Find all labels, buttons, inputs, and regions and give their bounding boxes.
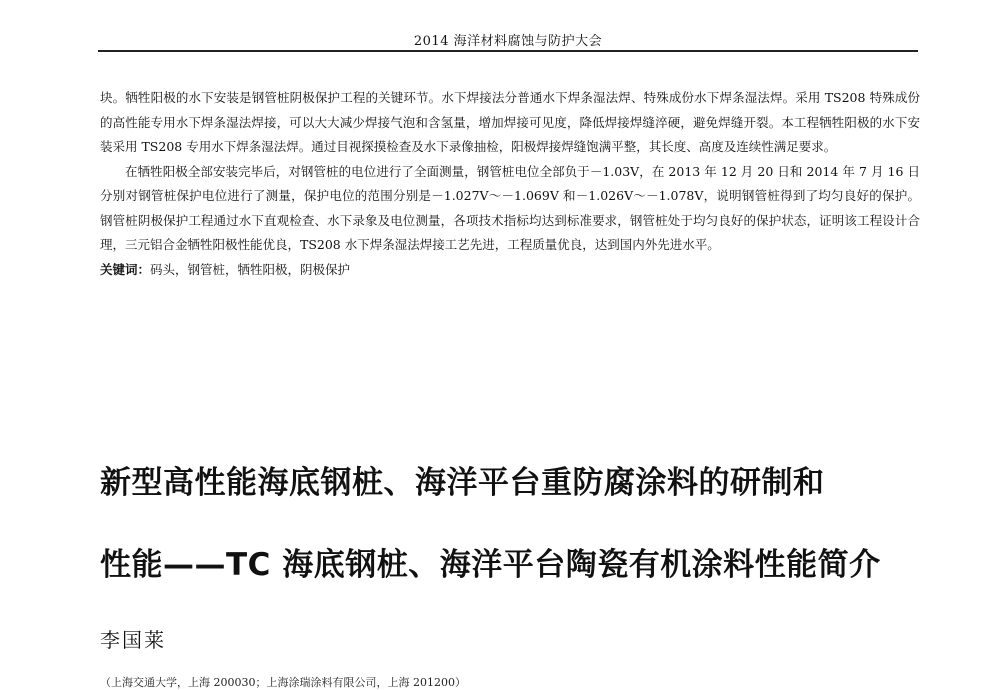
paper-title-line-2: 性能——TC 海底钢桩、海洋平台陶瓷有机涂料性能简介 [100, 547, 881, 583]
abstract-paragraph: 块。牺牲阳极的水下安装是钢管桩阴极保护工程的关键环节。水下焊接法分普通水下焊条湿法焊、特殊成份水下焊条湿法焊。采用 TS208 特殊成份的高性能专用水下焊条湿法焊接，可以大大减少焊接气泡和含氢量，增加焊接可见度，降低焊接焊缝淬硬，避免焊缝开裂。本工程牺牲阳极的水下安装采用 TS208 专用水下焊条湿法焊。通过目视探摸检查及水下录像抽检，阳极焊接焊缝饱满平整，其长度、高度及连续性满足要求。 [100, 90, 920, 154]
keywords-text: 码头，钢管桩，牺牲阳极，阴极保护 [150, 261, 351, 277]
keywords-label: 关键词： [100, 261, 151, 277]
paper-title-line-1: 新型高性能海底钢桩、海洋平台重防腐涂料的研制和 [100, 465, 825, 501]
keywords-line [100, 258, 920, 283]
author-name: 李国莱 [100, 628, 166, 652]
abstract-paragraph: 在牺牲阳极全部安装完毕后，对钢管桩的电位进行了全面测量，钢管桩电位全部负于－1.03V，在 2013 年 12 月 20 日和 2014 年 7 月 16 日分别对钢管桩保护电位进行了测量，保护电位的范围分别是－1.027V～－1.069V 和－1.026V～－1.078V，说明钢管桩得到了均匀良好的保护。钢管桩阴极保护工程通过水下直观检查、水下录象及电位测量，各项技术指标均达到标准要求，钢管桩处于均匀良好的保护状态，证明该工程设计合理，三元铝合金牺牲阳极性能优良，TS208 水下焊条湿法焊接工艺先进，工程质量优良，达到国内外先进水平。 [100, 163, 920, 252]
abstract-section [100, 86, 920, 282]
conference-title: 2014 海洋材料腐蚀与防护大会 [413, 34, 603, 49]
author-affiliation: （上海交通大学，上海 200030；上海涂瑞涂料有限公司，上海 201200） [100, 676, 466, 689]
paper-title [100, 442, 930, 606]
page-header [98, 22, 918, 52]
